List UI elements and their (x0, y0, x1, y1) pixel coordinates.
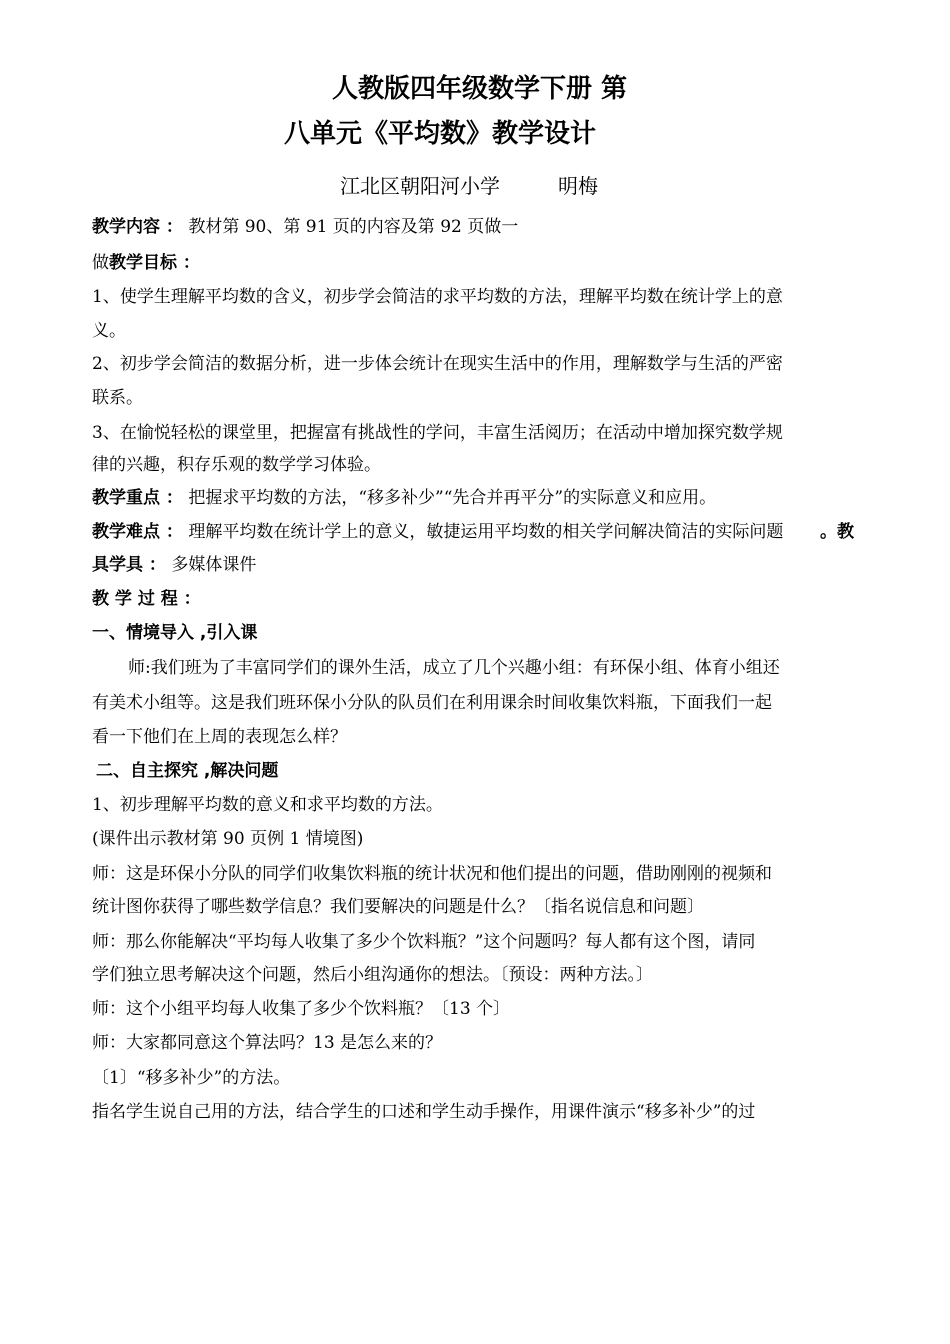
content-line (92, 215, 518, 239)
difficult-point-label: 教学难点 ： (92, 522, 183, 542)
content-label: 教学内容 ： (92, 217, 183, 237)
tools-text: 多媒体课件 (171, 555, 257, 575)
section-2-line-4: 统计图你获得了哪些数学信息？我们要解决的问题是什么？〔指名说信息和问题〕 (92, 897, 704, 917)
section-2-line-5: 师：那么你能解决“平均每人收集了多少个饮料瓶？”这个问题吗？每人都有这个图，请同 (92, 932, 756, 952)
goal-1-line-b: 义。 (92, 321, 126, 341)
section-2-line-8: 师：大家都同意这个算法吗？13 是怎么来的？ (92, 1033, 443, 1053)
tools-label: 具学具 ： (92, 555, 166, 575)
section-2-line-3: 师：这是环保小分队的同学们收集饮料瓶的统计状况和他们提出的问题，借助刚刚的视频和 (92, 864, 772, 884)
tools-label-start: 。教 (820, 522, 854, 542)
content-continuation: 做 (92, 253, 109, 273)
section-1-para-line-3: 看一下他们在上周的表现怎么样？ (92, 727, 347, 747)
difficult-point-line (92, 520, 783, 544)
goals-line (92, 251, 200, 275)
content-text: 教材第 90、第 91 页的内容及第 92 页做一 (188, 217, 519, 237)
goal-2-line-b: 联系。 (92, 388, 143, 408)
process-label: 教 学 过 程 ： (92, 589, 201, 609)
section-2-line-9: 〔1〕“移多补少”的方法。 (92, 1068, 291, 1088)
goal-2-line-a: 2、初步学会简洁的数据分析，进一步体会统计在现实生活中的作用，理解数学与生活的严密 (92, 354, 783, 374)
author-name: 明梅 (558, 174, 598, 198)
section-2-line-10: 指名学生说自己用的方法，结合学生的口述和学生动手操作，用课件演示“移多补少”的过 (92, 1102, 756, 1122)
section-2-line-1: 1、初步理解平均数的意义和求平均数的方法。 (92, 795, 443, 815)
section-2-line-6: 学们独立思考解决这个问题，然后小组沟通你的想法。〔预设：两种方法。〕 (92, 965, 653, 985)
key-point-text: 把握求平均数的方法，“移多补少”“先合并再平分”的实际意义和应用。 (188, 488, 717, 508)
section-1-heading: 一、情境导入 ,引入课 (92, 623, 258, 643)
section-2-line-2: (课件出示教材第 90 页例 1 情境图) (92, 829, 364, 849)
section-2-line-7: 师：这个小组平均每人收集了多少个饮料瓶？〔13 个〕 (92, 999, 511, 1019)
goal-3-line-a: 3、在愉悦轻松的课堂里，把握富有挑战性的学问，丰富生活阅历；在活动中增加探究数学规 (92, 423, 783, 443)
goals-label: 教学目标 ： (109, 253, 200, 273)
section-2-heading: 二、自主探究 ,解决问题 (96, 761, 279, 781)
goal-3-line-b: 律的兴趣，积存乐观的数学学习体验。 (92, 455, 381, 475)
section-1-para-line-1: 师:我们班为了丰富同学们的课外生活，成立了几个兴趣小组：有环保小组、体育小组还 (128, 658, 780, 678)
title-line-1: 人教版四年级数学下册 第 (332, 74, 628, 104)
difficult-point-text: 理解平均数在统计学上的意义，敏捷运用平均数的相关学问解决简洁的实际问题 (188, 522, 784, 542)
key-point-label: 教学重点 ： (92, 488, 183, 508)
author-school: 江北区朝阳河小学 (340, 174, 500, 198)
goal-1-line-a: 1、使学生理解平均数的含义，初步学会简洁的求平均数的方法，理解平均数在统计学上的意 (92, 287, 783, 307)
tools-line (92, 553, 256, 577)
section-1-para-line-2: 有美术小组等。这是我们班环保小分队的队员们在利用课余时间收集饮料瓶，下面我们一起 (92, 693, 772, 713)
key-point-line (92, 486, 716, 510)
title-line-2: 八单元《平均数》教学设计 (284, 119, 597, 149)
